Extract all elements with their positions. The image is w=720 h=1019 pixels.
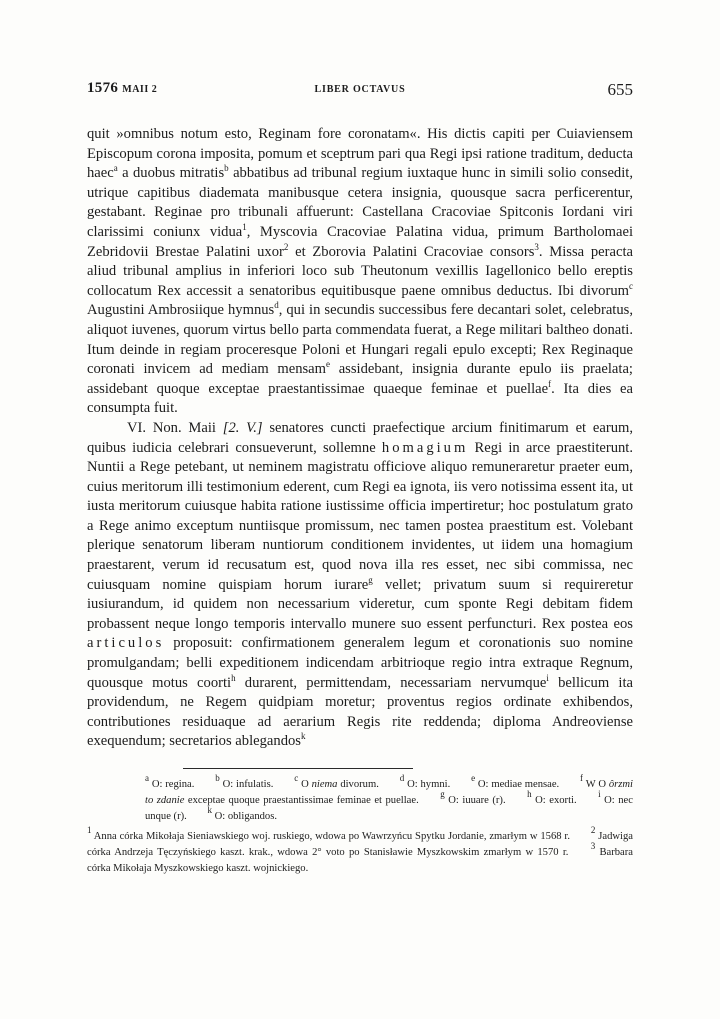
note-text-italic: ôrzmi to zdanie	[145, 779, 633, 806]
note-label: e	[471, 773, 476, 783]
note-text: O: hymni.	[407, 779, 451, 790]
text-run: assidebant, insignia durante epulo iis praelata; assidebant quoque exceptae praestantissimae quaeque feminae et puellae	[87, 361, 633, 397]
text-run: durarent, permittendam, necessariam nervumque	[235, 674, 547, 691]
footnote-marker: 1	[242, 221, 247, 232]
text-run: et Zborovia Palatini Cracoviae consors	[288, 243, 535, 260]
note-text: O: mediae mensae.	[477, 779, 560, 790]
note-label: h	[527, 789, 532, 799]
spaced-term: articulos	[87, 635, 165, 652]
spaced-term: homagium	[381, 439, 469, 456]
note-label: f	[580, 773, 584, 783]
note-label: a	[145, 773, 149, 783]
note-text: Jadwiga córka Andrzeja Tęczyńskiego kaszt. krak., wdowa 2° voto po Stanisławie Myszkowskim zmarłym w 1570 r.	[87, 831, 633, 858]
note-label: b	[215, 773, 220, 783]
note-text: O: infulatis.	[222, 779, 274, 790]
note-label: g	[440, 789, 445, 799]
critical-note-marker: d	[274, 300, 279, 311]
book-page	[87, 80, 633, 877]
critical-note-marker: b	[224, 163, 229, 174]
note-text: Barbara córka Mikołaja Myszkowskiego kaszt. wojnickiego.	[87, 847, 633, 874]
note-text: W O	[585, 779, 609, 790]
note-text: Anna córka Mikołaja Sieniawskiego woj. ruskiego, wdowa po Wawrzyńcu Spytku Jordanie, zmarłym w 1568 r.	[93, 831, 571, 842]
critical-apparatus	[87, 773, 633, 825]
footnote-marker: 3	[534, 241, 539, 252]
text-run: proposuit: confirmationem generalem legum et coronationis suo nomine promulgandam; belli expeditionem indicendam arbitrioque regio intra extraque Regnum, quousque motus coorti	[87, 635, 633, 691]
critical-note-marker: h	[231, 672, 236, 683]
critical-note-marker: a	[113, 163, 118, 174]
note-label: c	[294, 773, 299, 783]
text-run: Regi in arce praestiterunt. Nuntii a Rege petebant, ut neminem magistratu officiove aliquo remuneraretur praeter eum, cuius meritorum illi testimonium ederent, cum Regi ea ignota, iis vero notissima essent ita, ut iusta meritorum cuiusque habita ratione iustissime officia impertiretur; hoc postulatum grato a Rege animo exceptum nuntiisque promissum, nec tamen postea praestitum est. Volebant plerique senatorum liberam nuntiorum conditionem invidentes, ut iidem una homagium praestarent, verum id recusatum est, quod nova illa res esset, nec sibi commissa, nec cuiusquam nomine quispiam horum iurare	[87, 439, 634, 593]
critical-note-marker: g	[368, 574, 373, 585]
critical-note-marker: c	[629, 280, 633, 291]
note-text: O: exorti.	[535, 795, 577, 806]
header-month-day: MAII 2	[122, 84, 158, 95]
paragraph-coronation	[87, 125, 633, 419]
note-text: O: nec unque (r).	[145, 795, 633, 822]
note-label: i	[598, 789, 601, 799]
date-bracket: [2. V.]	[222, 419, 263, 436]
biographical-notes	[87, 825, 633, 877]
note-label: 3	[590, 841, 596, 851]
text-run: bellicum ita providendum, ne Regem quidpiam moretur; proventus regios ordinate exhibendos, contributiones residuaque ad aerarium Regis rite reddenda; diploma Andreoviense exequendum; secretarios ablegandos	[87, 674, 633, 750]
note-text: divorum.	[337, 779, 379, 790]
note-text: O	[301, 779, 312, 790]
note-text-italic: niema	[311, 779, 338, 790]
text-run: abbatibus ad tribunal regium iuxtaque hunc in simili solio consedit, utrique capitibus diademata manibusque cetera insignia, quousque sacra perficerentur, gestabant. Reginae pro tribunali affuerunt: Castellana Cracoviae Spitconis Iordani viri clarissimi coniunx vidua	[87, 165, 633, 240]
note-label: 2	[590, 825, 596, 835]
text-run: a duobus mitratis	[117, 165, 225, 182]
paragraph-homagium	[87, 419, 633, 752]
text-run: , qui in secundis successibus fere decantari solet, celebratus, aliquot iuvenes, quorum virtus bello parta commendata fuerat, a Rege militari baltheo donati. Itum deinde in regiam proceresque Poloni et Hungari regali epulo excepti; Rex Reginaque coronati invicem ad mediam mensam	[87, 302, 633, 378]
critical-note-marker: e	[326, 359, 330, 370]
running-header	[87, 80, 633, 102]
note-text: O: iuuare (r).	[448, 795, 506, 806]
note-label: k	[207, 805, 212, 815]
footnote-rule	[183, 768, 413, 769]
text-run: vellet; privatum suum si requireretur iusiurandum, id quidem non necessarium videretur, cum sponte Regi debitam fidem probassent neque longo temporis intervallo munere suo essent perfuncturi. Rex postea eos	[87, 576, 633, 632]
page-number: 655	[607, 80, 633, 99]
text-run: . Missa peracta aliud tribunal amplius in inferiori loco sub Theutonum vexillis Iagellonico bello ereptis collocatum Rex accessit a senatoribus equitibusque paene omnibus deductus. Ibi divorum	[87, 243, 633, 299]
note-label: 1	[87, 825, 92, 835]
note-text: exceptae quoque praestantissimae feminae et puellae.	[184, 795, 419, 806]
text-run: Augustini Ambrosiique hymnus	[87, 302, 275, 319]
header-title: LIBER OCTAVUS	[314, 84, 406, 95]
text-run: , Myscovia Cracoviae Palatina vidua, primum Bartholomaei Zebridovii Brestae Palatini uxor	[87, 223, 633, 260]
note-text: O: obligandos.	[214, 811, 277, 822]
note-text: O: regina.	[151, 779, 195, 790]
text-run: VI. Non. Maii	[127, 419, 223, 436]
critical-note-marker: i	[546, 672, 549, 683]
footnote-marker: 2	[283, 241, 289, 252]
critical-note-marker: k	[300, 731, 306, 742]
text-run: quit »omnibus notum esto, Reginam fore coronatam«. His dictis capiti per Cuiaviensem Episcopum corona imposita, pomum et sceptrum pari qua Regi ipsi ratione traditum, deducta haec	[87, 126, 633, 182]
main-text	[87, 125, 633, 752]
note-label: d	[399, 773, 405, 783]
text-run: . Ita dies ea consumpta fuit.	[87, 380, 634, 417]
header-year: 1576	[87, 80, 119, 96]
critical-note-marker: f	[548, 378, 552, 389]
text-run: senatores cuncti praefectique arcium finitimarum et earum, quibus iudicia celebrari consueverunt, sollemne	[87, 419, 633, 456]
footnotes	[87, 773, 633, 877]
